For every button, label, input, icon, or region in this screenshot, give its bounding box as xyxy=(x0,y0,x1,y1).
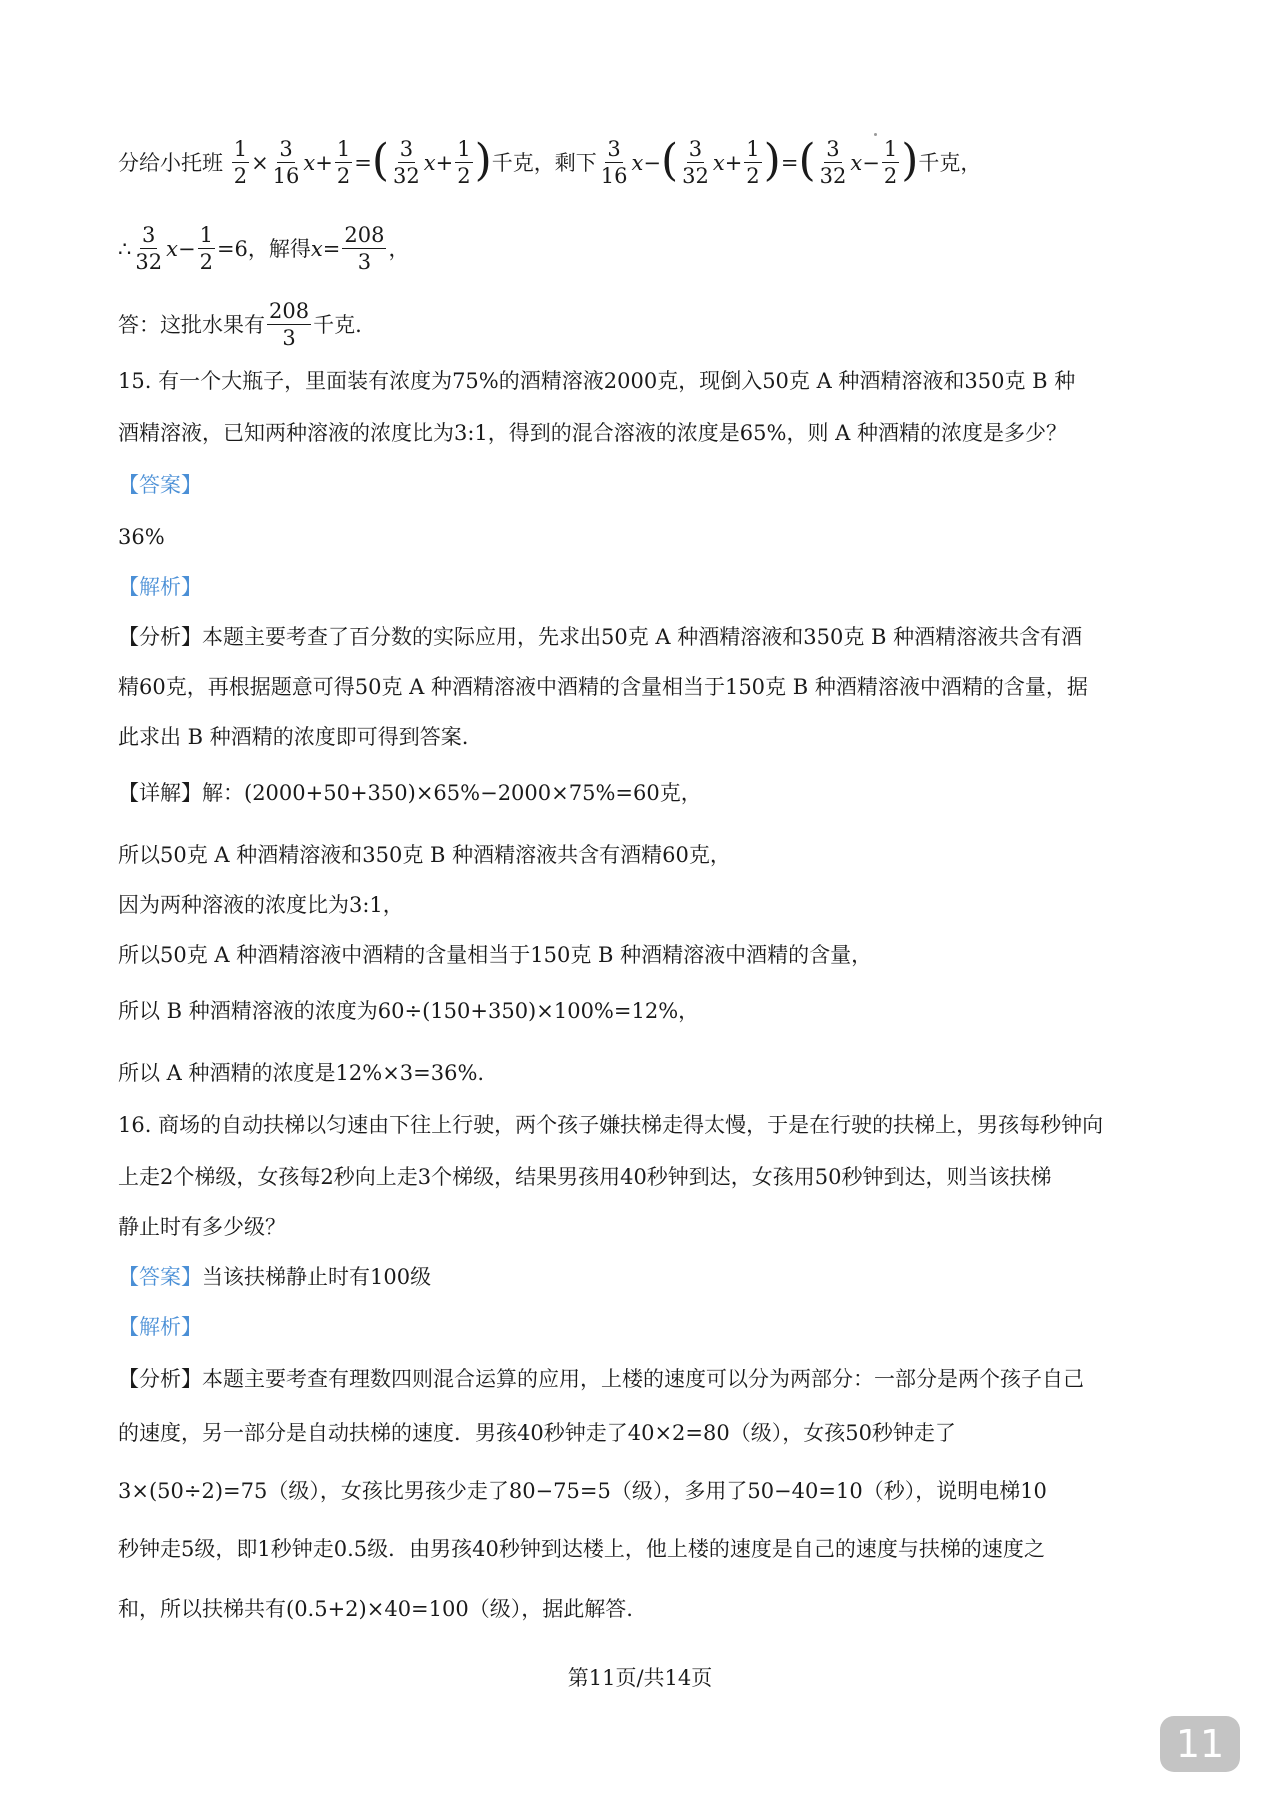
prev-line-1: 分给小托班 $\frac{1}{2}$ × $\frac{3}{16}$ x+ $\frac{1}{2}$ =( $\frac{3}{32}$ x+ $\frac{1}{2}$ )千克，剩下 $\frac{3}{16}$ x−( $\frac{3}{32}$ x+ $\frac{1}{2}$ )=( $\frac{3}{32}$ x− $\frac{1}{2}$ )千克， xyxy=(118,134,982,188)
q16-line-1: 16. 商场的自动扶梯以匀速由下往上行驶，两个孩子嫌扶梯走得太慢，于是在行驶的扶梯上，男孩每秒钟向 xyxy=(118,1113,1104,1137)
q16-analysis-label: 【解析】 xyxy=(118,1315,202,1339)
fraction: $\frac{1}{2}$ xyxy=(336,137,351,188)
q16-fenxi-line-1 xyxy=(118,1364,1084,1394)
fraction: $\frac{3}{32}$ xyxy=(135,223,163,274)
speck xyxy=(874,133,877,136)
fraction: $\frac{1}{2}$ xyxy=(199,223,213,274)
fraction: $\frac{1}{2}$ xyxy=(233,137,248,188)
fraction: $\frac{1}{2}$ xyxy=(883,137,898,188)
fraction: $\frac{208}{3}$ xyxy=(344,223,385,274)
q15-line-2: 酒精溶液，已知两种溶液的浓度比为3:1，得到的混合溶液的浓度是65%，则 A 种酒精的浓度是多少？ xyxy=(118,421,1067,445)
page-footer: 第11页/共14页 xyxy=(567,1666,713,1690)
fenxi-text: 本题主要考查有理数四则混合运算的应用，上楼的速度可以分为两部分：一部分是两个孩子自己 xyxy=(202,1367,1084,1391)
fraction: $\frac{1}{2}$ xyxy=(457,137,471,188)
xiangjie-text: 解：(2000+50+350)×65%−2000×75%=60克， xyxy=(202,781,702,805)
q16-fenxi-line-3: 3×(50÷2)=75（级），女孩比男孩少走了80−75=5（级），多用了50−40=10（秒），说明电梯10 xyxy=(118,1479,1047,1503)
q15-step-3: 所以50克 A 种酒精溶液中酒精的含量相当于150克 B 种酒精溶液中酒精的含量， xyxy=(118,943,873,967)
fraction: $\frac{208}{3}$ xyxy=(269,299,310,350)
q16-fenxi-line-2: 的速度，另一部分是自动扶梯的速度．男孩40秒钟走了40×2=80（级），女孩50秒钟走了 xyxy=(118,1421,956,1445)
prev-line-2: ∴ $\frac{3}{32}$ x− $\frac{1}{2}$ =6，解得x= $\frac{208}{3}$ ， xyxy=(118,223,410,274)
page-number-badge[interactable]: 11 xyxy=(1160,1716,1240,1772)
prev-text-3b: 千克. xyxy=(313,313,362,337)
q15-line-1: 15. 有一个大瓶子，里面装有浓度为75%的酒精溶液2000克，现倒入50克 A 种酒精溶液和350克 B 种 xyxy=(118,369,1076,393)
prev-text-1c: 千克， xyxy=(918,151,982,175)
prev-text-1a: 分给小托班 xyxy=(118,151,223,175)
q15-step-5: 所以 A 种酒精的浓度是12%×3=36%. xyxy=(118,1061,485,1085)
fraction: $\frac{3}{32}$ xyxy=(819,137,847,188)
q15-fenxi-line-3: 此求出 B 种酒精的浓度即可得到答案. xyxy=(118,725,469,749)
fraction: $\frac{3}{32}$ xyxy=(393,137,420,188)
q15-step-1: 所以50克 A 种酒精溶液和350克 B 种酒精溶液共含有酒精60克， xyxy=(118,843,731,867)
q16-line-2: 上走2个梯级，女孩每2秒向上走3个梯级，结果男孩用40秒钟到达，女孩用50秒钟到达，则当该扶梯 xyxy=(118,1165,1052,1189)
q15-answer: 36% xyxy=(118,525,165,549)
prev-text-1b: 千克，剩下 xyxy=(491,151,597,175)
q15-xiangjie-line xyxy=(118,778,702,808)
q16-answer-line xyxy=(118,1262,431,1292)
q15-step-4: 所以 B 种酒精溶液的浓度为60÷(150+350)×100%=12%， xyxy=(118,999,700,1023)
fraction: $\frac{3}{32}$ xyxy=(682,137,709,188)
q15-analysis-label: 【解析】 xyxy=(118,575,202,599)
q16-fenxi-line-4: 秒钟走5级，即1秒钟走0.5级．由男孩40秒钟到达楼上，他上楼的速度是自己的速度与扶梯的速度之 xyxy=(118,1537,1045,1561)
q15-answer-label: 【答案】 xyxy=(118,473,202,497)
prev-text-2a: ，解得 xyxy=(247,237,311,261)
q15-fenxi-line-2: 精60克，再根据题意可得50克 A 种酒精溶液中酒精的含量相当于150克 B 种酒精溶液中酒精的含量，据 xyxy=(118,675,1088,699)
prev-text-3a: 答：这批水果有 xyxy=(118,313,265,337)
q16-answer: 当该扶梯静止时有100级 xyxy=(202,1265,432,1289)
fraction: $\frac{1}{2}$ xyxy=(746,137,760,188)
xiangjie-label: 【详解】 xyxy=(118,781,202,805)
fenxi-text: 本题主要考查了百分数的实际应用，先求出50克 A 种酒精溶液和350克 B 种酒精溶液共含有酒 xyxy=(202,625,1083,649)
fenxi-label: 【分析】 xyxy=(118,1367,202,1391)
prev-answer-line xyxy=(118,300,362,353)
q15-step-2: 因为两种溶液的浓度比为3:1， xyxy=(118,893,404,917)
q15-fenxi-line-1 xyxy=(118,622,1082,652)
fenxi-label: 【分析】 xyxy=(118,625,202,649)
q16-line-3: 静止时有多少级？ xyxy=(118,1215,286,1239)
fraction: $\frac{3}{16}$ xyxy=(272,137,300,188)
q16-fenxi-line-5: 和，所以扶梯共有(0.5+2)×40=100（级），据此解答. xyxy=(118,1597,633,1621)
prev-text-2b: ， xyxy=(388,237,410,261)
q16-answer-label: 【答案】 xyxy=(118,1265,202,1289)
fraction: $\frac{3}{16}$ xyxy=(600,137,628,188)
